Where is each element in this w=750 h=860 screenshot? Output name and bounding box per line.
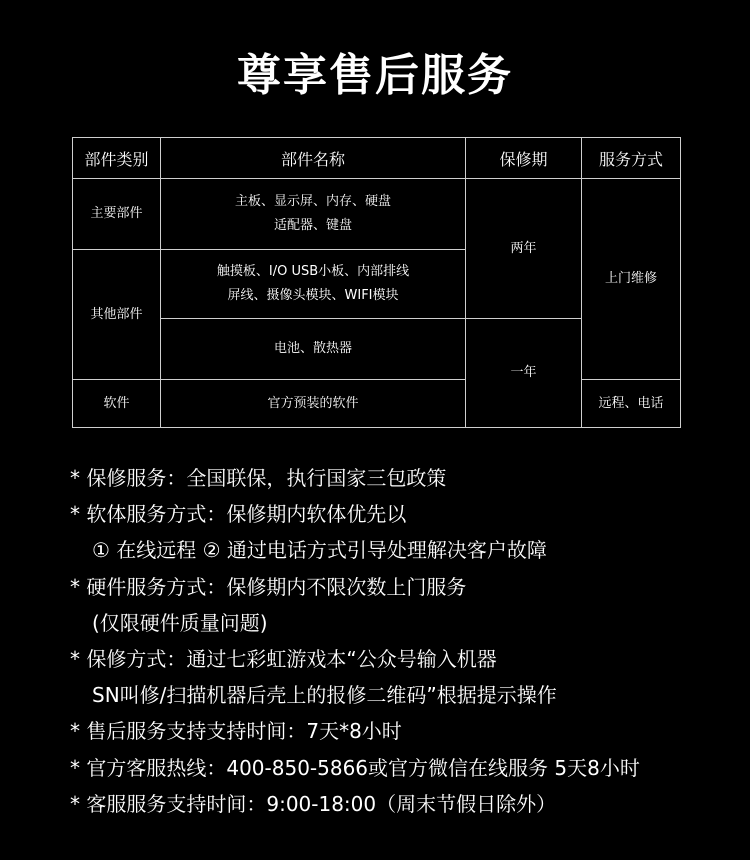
service-onsite-repair: 上门维修 [582, 179, 681, 380]
page-title: 尊享售后服务 [237, 50, 513, 101]
parts-main [161, 179, 466, 250]
header-warranty-period: 保修期 [466, 138, 582, 179]
note-software-options: ① 在线远程 ② 通过电话方式引导处理解决客户故障 [92, 538, 547, 563]
header-part-name: 部件名称 [161, 138, 466, 179]
service-remote-phone: 远程、电话 [582, 380, 681, 428]
table-header-row [73, 138, 681, 179]
warranty-two-years: 两年 [466, 179, 582, 319]
parts-other-line-2: 屏线、摄像头模块、WIFI模块 [227, 288, 399, 303]
parts-main-line-1: 主板、显示屏、内存、硬盘 [234, 194, 391, 209]
parts-other-b: 电池、散热器 [161, 319, 466, 380]
service-notes [70, 460, 740, 822]
table-row [73, 380, 681, 428]
parts-other-a [161, 250, 466, 319]
note-service-time: * 客服服务支持时间：9:00-18:00（周末节假日除外） [70, 791, 557, 816]
warranty-table [72, 137, 681, 428]
parts-software: 官方预装的软件 [161, 380, 466, 428]
header-service-method: 服务方式 [582, 138, 681, 179]
category-software: 软件 [73, 380, 161, 428]
parts-other-line-1: 触摸板、I/O USB小板、内部排线 [216, 264, 410, 279]
table-row [73, 179, 681, 250]
header-part-category: 部件类别 [73, 138, 161, 179]
note-warranty-service: * 保修服务：全国联保，执行国家三包政策 [70, 466, 447, 490]
parts-main-line-2: 适配器、键盘 [273, 218, 352, 233]
note-hotline: * 官方客服热线：400-850-5866或官方微信在线服务 5天8小时 [70, 755, 640, 780]
warranty-one-year: 一年 [466, 319, 582, 428]
note-warranty-method-cont: SN叫修/扫描机器后壳上的报修二维码”根据提示操作 [92, 683, 557, 708]
note-software-service: * 软体服务方式：保修期内软体优先以 [70, 502, 407, 527]
category-other-parts: 其他部件 [73, 250, 161, 380]
note-hardware-service: * 硬件服务方式：保修期内不限次数上门服务 [70, 574, 467, 599]
note-hardware-limit: (仅限硬件质量问题) [92, 610, 268, 635]
note-support-hours: * 售后服务支持支持时间：7天*8小时 [70, 719, 402, 744]
category-main-parts: 主要部件 [73, 179, 161, 250]
note-warranty-method: * 保修方式：通过七彩虹游戏本“公众号输入机器 [70, 647, 497, 672]
